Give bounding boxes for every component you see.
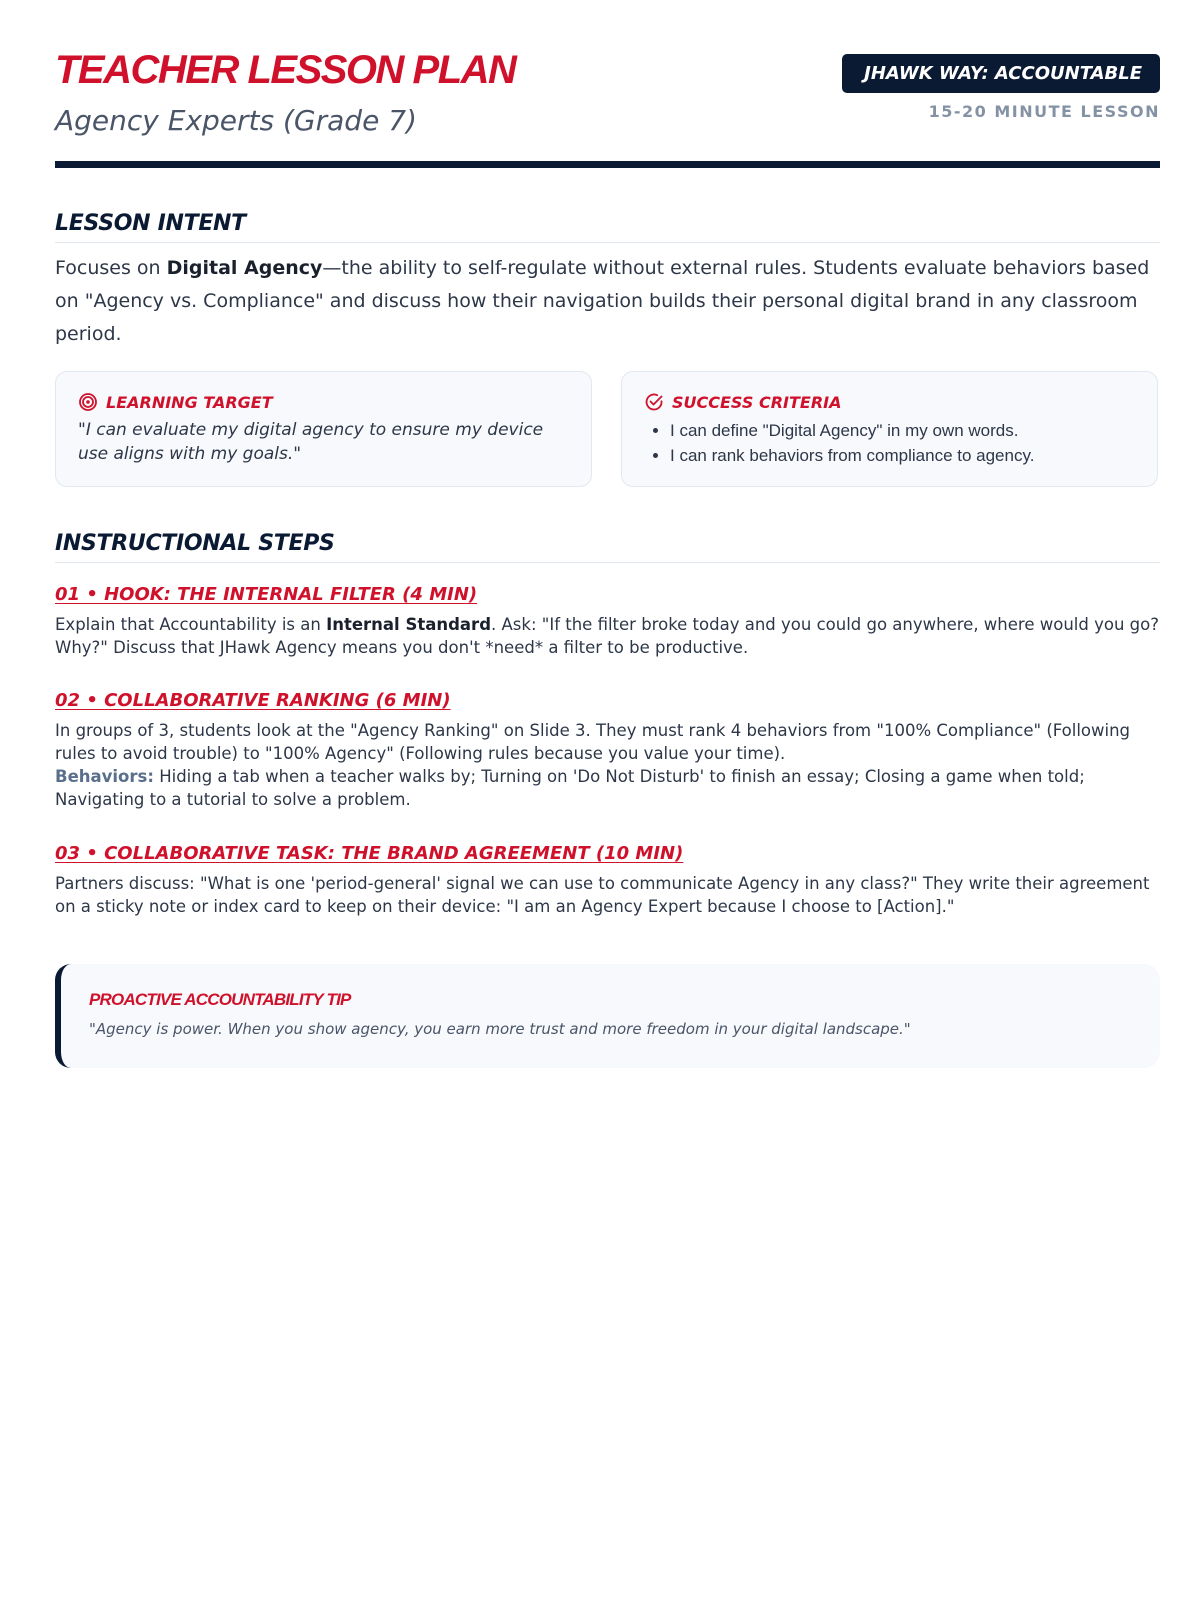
step-hook bbox=[55, 584, 1165, 659]
lesson-plan-page bbox=[55, 0, 1160, 1038]
learning-target-label: LEARNING TARGET bbox=[106, 392, 273, 412]
learning-target-card bbox=[55, 371, 592, 487]
step-title: 02 • COLLABORATIVE RANKING (6 MIN) bbox=[55, 690, 451, 711]
step-body bbox=[55, 719, 1165, 811]
accountability-tip-box bbox=[55, 964, 1160, 1068]
page-subtitle: Agency Experts (Grade 7) bbox=[55, 104, 417, 137]
instructional-steps-heading: INSTRUCTIONAL STEPS bbox=[55, 531, 1160, 563]
step-body: Partners discuss: "What is one 'period-general' signal we can use to communicate Agency in any class?" They write their agreement on a sticky note or index card to keep on their device: "I am an Agency Expert because I choose to [Action]." bbox=[55, 874, 1150, 916]
step-body bbox=[55, 613, 1165, 659]
learning-target-text: "I can evaluate my digital agency to ensure my device use aligns with my goals." bbox=[78, 420, 544, 464]
page-header bbox=[55, 0, 1160, 170]
step-title: 03 • COLLABORATIVE TASK: THE BRAND AGREEMENT (10 MIN) bbox=[55, 843, 684, 864]
step-brand-agreement bbox=[55, 843, 1165, 918]
learning-target-title bbox=[78, 392, 569, 412]
page-title: TEACHER LESSON PLAN bbox=[55, 48, 516, 92]
behaviors-text: Hiding a tab when a teacher walks by; Turning on 'Do Not Disturb' to finish an essay; Closing a game when told; Navigating to a tutorial to solve a problem. bbox=[55, 767, 1085, 809]
tip-title: PROACTIVE ACCOUNTABILITY TIP bbox=[89, 990, 351, 1009]
list-item: • I can define "Digital Agency" in my own words. bbox=[670, 418, 1135, 443]
lesson-intent-heading: LESSON INTENT bbox=[55, 211, 1160, 243]
step-title: 01 • HOOK: THE INTERNAL FILTER (4 MIN) bbox=[55, 584, 478, 605]
header-divider bbox=[55, 161, 1160, 168]
step-text: . Ask: "If the filter broke today and you could go anywhere, where would you go? Why?" Discuss that JHawk Agency means you don't *need* a filter to be productive. bbox=[55, 615, 1159, 657]
success-criteria-title bbox=[644, 392, 1135, 412]
success-criteria-card bbox=[621, 371, 1158, 487]
step-collaborative-ranking bbox=[55, 690, 1165, 811]
lesson-intent-text bbox=[55, 252, 1160, 351]
lesson-duration: 15-20 MINUTE LESSON bbox=[928, 102, 1160, 121]
intent-bold-term: Digital Agency bbox=[166, 257, 323, 279]
success-criteria-label: SUCCESS CRITERIA bbox=[672, 392, 842, 412]
intent-rest: —the ability to self-regulate without external rules. Students evaluate behaviors based on "Agency vs. Compliance" and discuss how their navigation builds their personal digital brand in any classroom period. bbox=[55, 257, 1150, 345]
success-criteria-list bbox=[644, 418, 1135, 468]
intent-prefix: Focuses on bbox=[55, 257, 167, 279]
list-item: • I can rank behaviors from compliance to agency. bbox=[670, 443, 1135, 468]
jhawk-way-badge: JHAWK WAY: ACCOUNTABLE bbox=[842, 54, 1160, 93]
target-icon bbox=[78, 392, 98, 412]
tip-quote: "Agency is power. When you show agency, you earn more trust and more freedom in your digital landscape." bbox=[89, 1020, 911, 1038]
step-text: In groups of 3, students look at the "Agency Ranking" on Slide 3. They must rank 4 behaviors from "100% Compliance" (Following rules to avoid trouble) to "100% Agency" (Following rules because you value your time). bbox=[55, 721, 1131, 763]
step-bold-term: Internal Standard bbox=[326, 615, 492, 634]
check-circle-icon bbox=[644, 392, 664, 412]
step-text: Explain that Accountability is an bbox=[55, 615, 327, 634]
behaviors-label: Behaviors: bbox=[55, 767, 154, 786]
